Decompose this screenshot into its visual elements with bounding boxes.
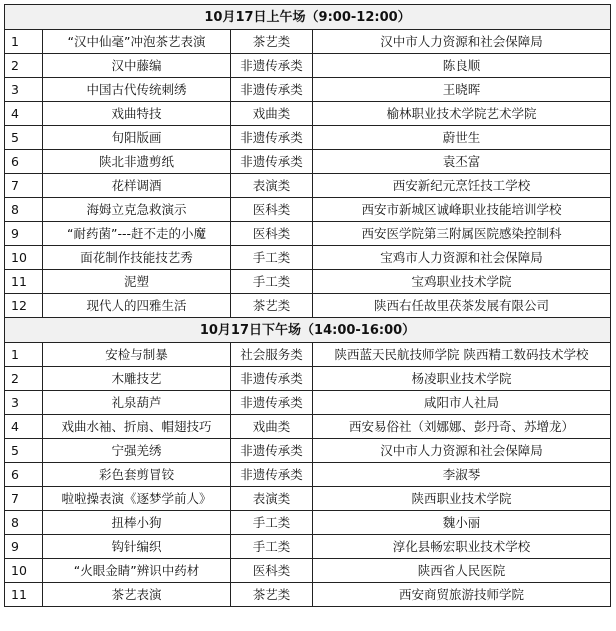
- session-title: 10月17日上午场（9:00-12:00）: [5, 5, 611, 30]
- unit-cell: 西安新纪元烹饪技工学校: [313, 174, 611, 198]
- table-row: [5, 102, 611, 126]
- unit-cell: 陕西省人民医院: [313, 559, 611, 583]
- table-row: [5, 559, 611, 583]
- project-name-cell: 钩针编织: [43, 535, 231, 559]
- project-name-cell: 陕北非遗剪纸: [43, 150, 231, 174]
- unit-cell: 宝鸡职业技术学院: [313, 270, 611, 294]
- table-row: [5, 246, 611, 270]
- unit-cell: 榆林职业技术学院艺术学院: [313, 102, 611, 126]
- row-number-cell: 2: [5, 54, 43, 78]
- unit-cell: 陕西蓝天民航技师学院 陕西精工数码技术学校: [313, 343, 611, 367]
- category-cell: 茶艺类: [231, 583, 313, 607]
- row-number-cell: 10: [5, 246, 43, 270]
- category-cell: 非遗传承类: [231, 150, 313, 174]
- category-cell: 手工类: [231, 270, 313, 294]
- project-name-cell: 戏曲特技: [43, 102, 231, 126]
- project-name-cell: 茶艺表演: [43, 583, 231, 607]
- category-cell: 医科类: [231, 559, 313, 583]
- category-cell: 戏曲类: [231, 102, 313, 126]
- table-row: [5, 198, 611, 222]
- category-cell: 非遗传承类: [231, 439, 313, 463]
- category-cell: 茶艺类: [231, 30, 313, 54]
- project-name-cell: 中国古代传统刺绣: [43, 78, 231, 102]
- row-number-cell: 1: [5, 30, 43, 54]
- unit-cell: 陕西右任故里茯茶发展有限公司: [313, 294, 611, 318]
- session-header-row: [5, 318, 611, 343]
- table-row: [5, 391, 611, 415]
- project-name-cell: 海姆立克急救演示: [43, 198, 231, 222]
- table-row: [5, 270, 611, 294]
- session-header-row: [5, 5, 611, 30]
- unit-cell: 汉中市人力资源和社会保障局: [313, 30, 611, 54]
- schedule-document: [4, 4, 610, 607]
- project-name-cell: 木雕技艺: [43, 367, 231, 391]
- project-name-cell: 汉中藤编: [43, 54, 231, 78]
- unit-cell: 陕西职业技术学院: [313, 487, 611, 511]
- project-name-cell: 花样调酒: [43, 174, 231, 198]
- table-row: [5, 511, 611, 535]
- category-cell: 茶艺类: [231, 294, 313, 318]
- category-cell: 非遗传承类: [231, 463, 313, 487]
- row-number-cell: 7: [5, 174, 43, 198]
- unit-cell: 魏小丽: [313, 511, 611, 535]
- schedule-table-body: [5, 5, 611, 607]
- unit-cell: 西安医学院第三附属医院感染控制科: [313, 222, 611, 246]
- category-cell: 非遗传承类: [231, 54, 313, 78]
- project-name-cell: 礼泉葫芦: [43, 391, 231, 415]
- category-cell: 非遗传承类: [231, 391, 313, 415]
- table-row: [5, 174, 611, 198]
- project-name-cell: 面花制作技能技艺秀: [43, 246, 231, 270]
- row-number-cell: 4: [5, 415, 43, 439]
- project-name-cell: 泥塑: [43, 270, 231, 294]
- category-cell: 社会服务类: [231, 343, 313, 367]
- table-row: [5, 367, 611, 391]
- row-number-cell: 8: [5, 511, 43, 535]
- category-cell: 非遗传承类: [231, 126, 313, 150]
- row-number-cell: 11: [5, 270, 43, 294]
- unit-cell: 袁丕富: [313, 150, 611, 174]
- category-cell: 医科类: [231, 198, 313, 222]
- row-number-cell: 6: [5, 463, 43, 487]
- row-number-cell: 5: [5, 439, 43, 463]
- table-row: [5, 463, 611, 487]
- unit-cell: 西安易俗社（刘娜娜、彭丹奇、苏增龙）: [313, 415, 611, 439]
- table-row: [5, 222, 611, 246]
- session-title: 10月17日下午场（14:00-16:00）: [5, 318, 611, 343]
- category-cell: 手工类: [231, 535, 313, 559]
- table-row: [5, 583, 611, 607]
- category-cell: 医科类: [231, 222, 313, 246]
- table-row: [5, 535, 611, 559]
- unit-cell: 宝鸡市人力资源和社会保障局: [313, 246, 611, 270]
- row-number-cell: 1: [5, 343, 43, 367]
- unit-cell: 蔚世生: [313, 126, 611, 150]
- row-number-cell: 5: [5, 126, 43, 150]
- row-number-cell: 11: [5, 583, 43, 607]
- unit-cell: 咸阳市人社局: [313, 391, 611, 415]
- table-row: [5, 126, 611, 150]
- row-number-cell: 9: [5, 222, 43, 246]
- project-name-cell: “火眼金睛”辨识中药材: [43, 559, 231, 583]
- row-number-cell: 4: [5, 102, 43, 126]
- row-number-cell: 2: [5, 367, 43, 391]
- category-cell: 手工类: [231, 246, 313, 270]
- project-name-cell: 现代人的四雅生活: [43, 294, 231, 318]
- row-number-cell: 12: [5, 294, 43, 318]
- project-name-cell: 宁强羌绣: [43, 439, 231, 463]
- category-cell: 表演类: [231, 174, 313, 198]
- table-row: [5, 439, 611, 463]
- category-cell: 手工类: [231, 511, 313, 535]
- row-number-cell: 10: [5, 559, 43, 583]
- table-row: [5, 343, 611, 367]
- row-number-cell: 8: [5, 198, 43, 222]
- table-row: [5, 487, 611, 511]
- unit-cell: 汉中市人力资源和社会保障局: [313, 439, 611, 463]
- table-row: [5, 150, 611, 174]
- table-row: [5, 415, 611, 439]
- category-cell: 非遗传承类: [231, 78, 313, 102]
- unit-cell: 王晓晖: [313, 78, 611, 102]
- project-name-cell: 戏曲水袖、折扇、帽翅技巧: [43, 415, 231, 439]
- row-number-cell: 9: [5, 535, 43, 559]
- project-name-cell: 旬阳版画: [43, 126, 231, 150]
- table-row: [5, 294, 611, 318]
- row-number-cell: 3: [5, 391, 43, 415]
- category-cell: 戏曲类: [231, 415, 313, 439]
- row-number-cell: 3: [5, 78, 43, 102]
- project-name-cell: “汉中仙毫”冲泡茶艺表演: [43, 30, 231, 54]
- table-row: [5, 54, 611, 78]
- row-number-cell: 6: [5, 150, 43, 174]
- unit-cell: 西安商贸旅游技师学院: [313, 583, 611, 607]
- row-number-cell: 7: [5, 487, 43, 511]
- table-row: [5, 78, 611, 102]
- category-cell: 表演类: [231, 487, 313, 511]
- project-name-cell: 彩色套剪冒铰: [43, 463, 231, 487]
- table-row: [5, 30, 611, 54]
- project-name-cell: 安检与制暴: [43, 343, 231, 367]
- schedule-table: [4, 4, 611, 607]
- project-name-cell: 扭棒小狗: [43, 511, 231, 535]
- unit-cell: 淳化县畅宏职业技术学校: [313, 535, 611, 559]
- unit-cell: 杨凌职业技术学院: [313, 367, 611, 391]
- category-cell: 非遗传承类: [231, 367, 313, 391]
- project-name-cell: 啦啦操表演《逐梦学前人》: [43, 487, 231, 511]
- project-name-cell: “耐药菌”---赶不走的小魔: [43, 222, 231, 246]
- unit-cell: 西安市新城区诚峰职业技能培训学校: [313, 198, 611, 222]
- unit-cell: 陈良顺: [313, 54, 611, 78]
- unit-cell: 李淑琴: [313, 463, 611, 487]
